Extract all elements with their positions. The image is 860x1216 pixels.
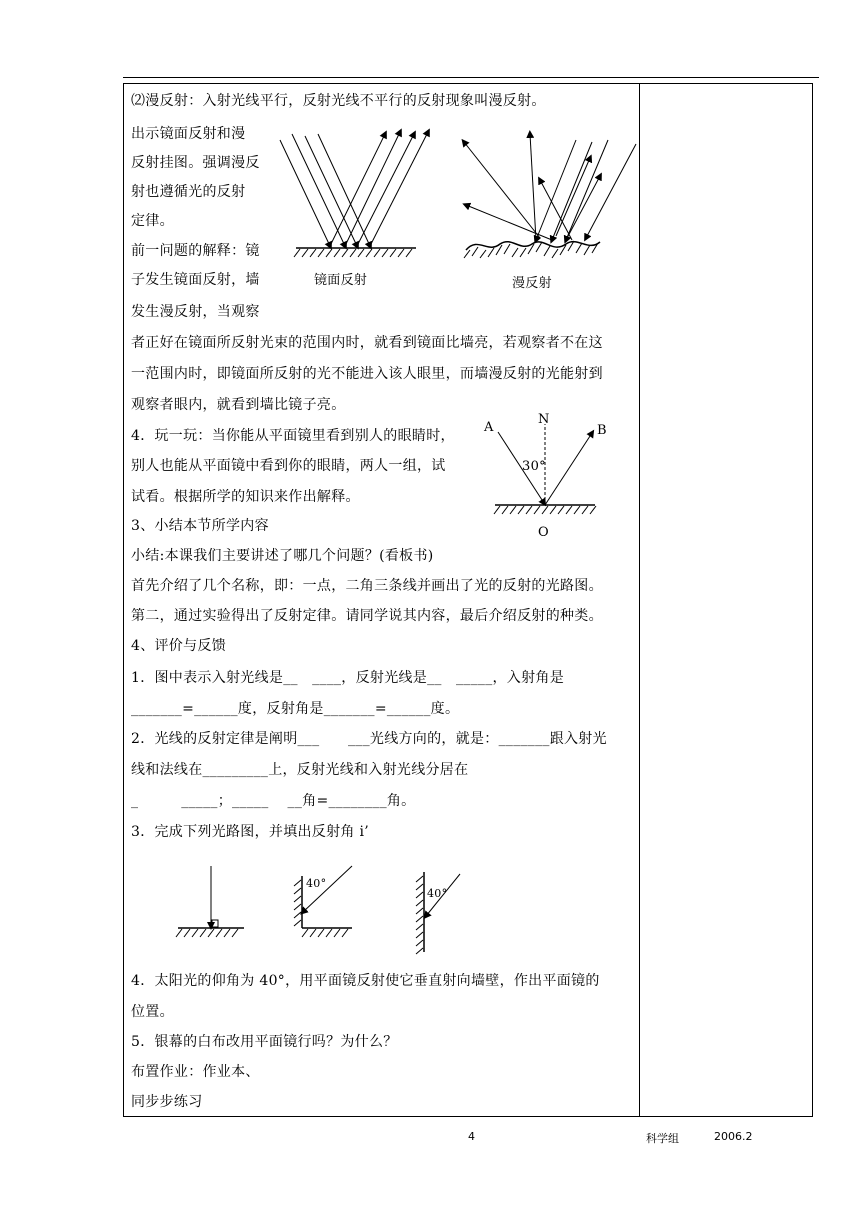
label-n: N [538,412,550,427]
text-line: 首先介绍了几个名称，即：一点，二角三条线并画出了光的反射的光路图。 [131,578,603,594]
diffuse-caption: 漫反射 [512,276,552,291]
angle-label-30: 30° [522,459,546,474]
lesson-table [123,83,813,1117]
footer-group: 科学组 [646,1132,679,1145]
text-line: 观察者眼内，就看到墙比镜子亮。 [131,397,346,413]
text-line: 定律。 [131,213,174,229]
text-line: 者正好在镜面所反射光束的范围内时，就看到镜面比墙亮，若观察者不在这 [131,335,603,351]
label-a: A [484,420,494,435]
footer-date: 2006.2 [714,1130,753,1143]
text-line: 4．太阳光的仰角为 40°，用平面镜反射使它垂直射向墙壁，作出平面镜的 [131,973,600,989]
text-line: 前一问题的解释：镜 [131,243,260,259]
text-line: 布置作业：作业本、 [131,1064,260,1080]
text-line: 试看。根据所学的知识来作出解释。 [131,489,360,505]
text-line: 2．光线的反射定律是阐明___ ___光线方向的，就是：_______跟入射光 [131,731,607,747]
specular-caption: 镜面反射 [314,273,368,288]
text-line: 反射挂图。强调漫反 [131,155,260,171]
text-line: 线和法线在_________上，反射光线和入射光线分居在 [131,762,469,778]
page-number: 4 [468,1130,475,1143]
label-b: B [597,423,607,438]
text-line: 出示镜面反射和漫 [131,126,246,142]
text-line: 3、小结本节所学内容 [131,518,269,534]
text-line: 1．图中表示入射光线是__ ____，反射光线是__ _____，入射角是 [131,670,565,686]
table-column-divider [639,83,640,1117]
text-line: 一范围内时，即镜面所反射的光不能进入该人眼里，而墙漫反射的光能射到 [131,366,603,382]
text-line: ⑵漫反射：入射光线平行，反射光线不平行的反射现象叫漫反射。 [131,93,546,109]
angle-label-40-b: 40° [427,887,448,900]
text-line: 子发生镜面反射，墙 [131,272,260,288]
text-line: 4、评价与反馈 [131,638,227,654]
text-line: _ _____；_____ __角=________角。 [131,793,416,809]
text-line: 同步步练习 [131,1094,203,1110]
text-line: 发生漫反射，当观察 [131,304,260,320]
text-line: 别人也能从平面镜中看到你的眼睛，两人一组，试 [131,458,446,474]
text-line: _______=______度，反射角是_______=______度。 [131,701,460,717]
text-line: 射也遵循光的反射 [131,184,246,200]
angle-label-40-a: 40° [306,877,327,890]
text-line: 4．玩一玩：当你能从平面镜里看到别人的眼睛时， [131,428,455,444]
header-rule [123,77,819,78]
text-line: 小结:本课我们主要讲述了哪几个问题？(看板书) [131,548,434,564]
text-line: 位置。 [131,1004,174,1020]
text-line: 5．银幕的白布改用平面镜行吗？为什么？ [131,1034,398,1050]
label-o: O [538,525,549,540]
text-line: 3．完成下列光路图，并填出反射角 i’ [131,824,369,840]
text-line: 第二，通过实验得出了反射定律。请同学说其内容，最后介绍反射的种类。 [131,608,603,624]
